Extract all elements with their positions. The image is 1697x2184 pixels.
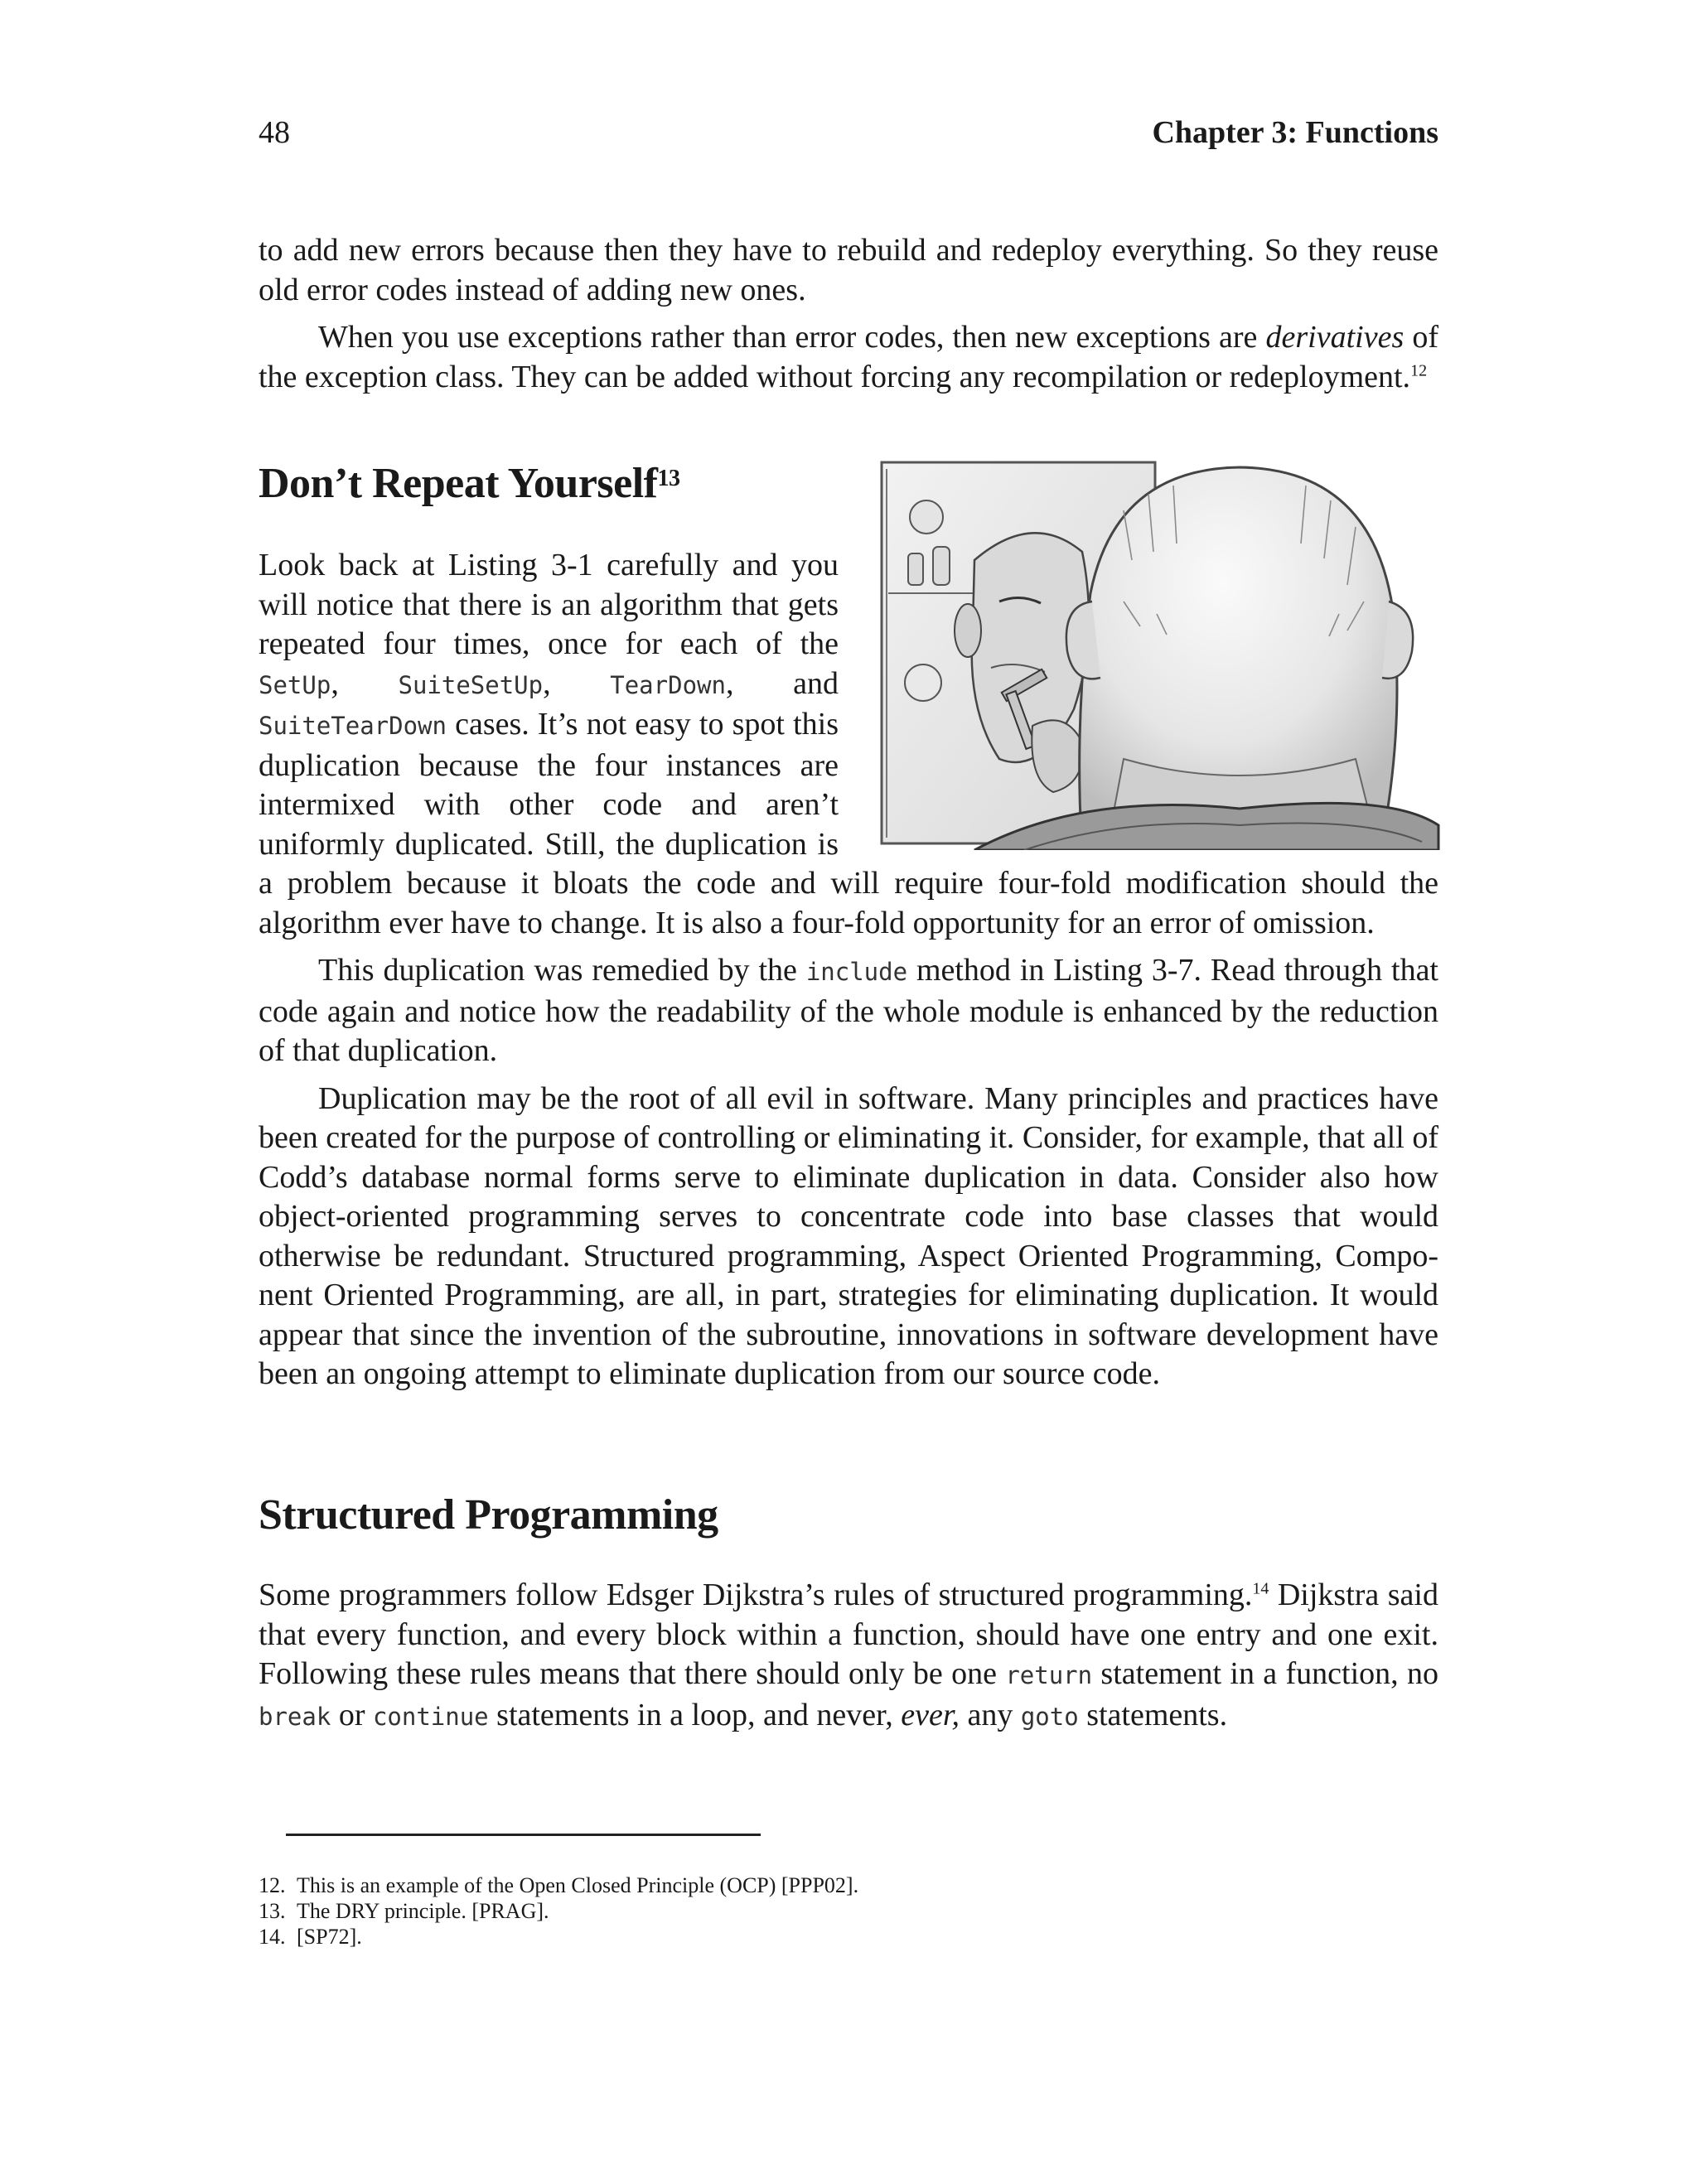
code-break: break [259, 1702, 331, 1731]
footnote-text: This is an example of the Open Closed Principle (OCP) [PPP02]. [297, 1873, 859, 1897]
text-run: of the exception class. They can be added without forcing any recompilation or redeployment. [259, 320, 1438, 394]
text-run: Some programmers follow Edsger Dijkstra’s rules of structured programming. [259, 1578, 1253, 1612]
footnote-ref-12[interactable]: 12 [1410, 360, 1428, 379]
footnote-divider [286, 1834, 761, 1836]
section-heading-structured-programming: Structured Programming [259, 1491, 718, 1539]
italic-term: ever, [901, 1697, 960, 1732]
text-run: This duplication was remedied by the [318, 953, 806, 988]
text-run: , [543, 665, 611, 701]
code-continue: continue [372, 1702, 489, 1731]
footnote-text: The DRY principle. [PRAG]. [297, 1899, 549, 1923]
footnote-number: 13. [259, 1899, 286, 1923]
text-run: cases. It’s not easy to spot this duplication because the four instances are intermixed with other code and aren’t uniformly duplicated. Still, the duplication is a problem because it bloats the code and will require four-fold modification should the algorithm ever have to change. It is also a four-fold opportunity for an error of omission. [259, 707, 1438, 940]
dry-paragraph-1 [259, 546, 1438, 943]
dry-section-body [259, 546, 1438, 1394]
text-run: Dijkstra said that every function, and every block within a function, should have one entry and one exit. Following these rules means that there should only be one [259, 1578, 1438, 1691]
code-suitesetup: SuiteSetUp [398, 670, 544, 699]
structured-section-body [259, 1576, 1438, 1737]
footnote-number: 14. [259, 1925, 286, 1949]
text-run: Look back at Listing 3-1 carefully and you will notice that there is an algorithm that gets repeated four times, once for each of the [259, 548, 839, 661]
code-suiteteardown: SuiteTearDown [259, 712, 447, 740]
section-heading-dry [259, 457, 680, 510]
text-run: statements. [1078, 1697, 1228, 1732]
text-run: or [331, 1697, 373, 1732]
text-run: any [959, 1697, 1021, 1732]
footnote-14 [259, 1924, 858, 1950]
text-run: , and [725, 665, 839, 701]
text-run: statements in a loop, and never, [488, 1697, 902, 1732]
footnote-number: 12. [259, 1873, 286, 1897]
intro-paragraph-1: to add new errors because then they have to rebuild and redeploy everything. So they reuse old error codes instead of adding new ones. [259, 233, 1438, 307]
intro-paragraph-2 [259, 318, 1438, 397]
text-run: method in Listing 3-7. Read through that code again and notice how the readability of the whole module is enhanced by the reduction of that duplication. [259, 953, 1438, 1068]
code-return: return [1005, 1661, 1093, 1689]
code-setup: SetUp [259, 670, 331, 699]
footnote-13 [259, 1898, 858, 1924]
page-number: 48 [259, 115, 290, 150]
heading-text: Don’t Repeat Yourself [259, 460, 658, 507]
footnotes [259, 1872, 858, 1950]
footnote-ref-14[interactable]: 14 [1252, 1579, 1269, 1598]
code-include: include [805, 958, 908, 986]
text-run: , [331, 665, 399, 701]
figure-float-spacer [839, 546, 1438, 854]
dry-paragraph-3: Duplication may be the root of all evil in software. Many principles and practices have been created for the purpose of controlling or eliminating it. Consider, for example, that all of Codd’s database normal forms serve to eliminate duplication in data. Consider also how object-oriented programming serves to concentrate code into base classes that would otherwise be redundant. Structured programming, Aspect Oriented Programming, Component Oriented Programming, are all, in part, strategies for eliminating duplication. It would appear that since the invention of the subroutine, innovations in software development have been an ongoing attempt to eliminate duplication from our source code. [259, 1080, 1438, 1391]
code-goto: goto [1020, 1702, 1079, 1731]
text-run: statement in a function, no [1092, 1656, 1438, 1691]
footnote-ref-13[interactable]: 13 [657, 466, 680, 491]
structured-paragraph-1 [259, 1576, 1438, 1737]
dry-paragraph-2 [259, 951, 1438, 1071]
footnote-text: [SP72]. [297, 1925, 362, 1949]
intro-block [259, 231, 1438, 397]
footnote-12 [259, 1872, 858, 1898]
code-teardown: TearDown [610, 670, 726, 699]
italic-term: derivatives [1265, 320, 1404, 355]
chapter-title: Chapter 3: Functions [1152, 115, 1438, 150]
text-run: When you use exceptions rather than error codes, then new exceptions are [318, 320, 1266, 355]
